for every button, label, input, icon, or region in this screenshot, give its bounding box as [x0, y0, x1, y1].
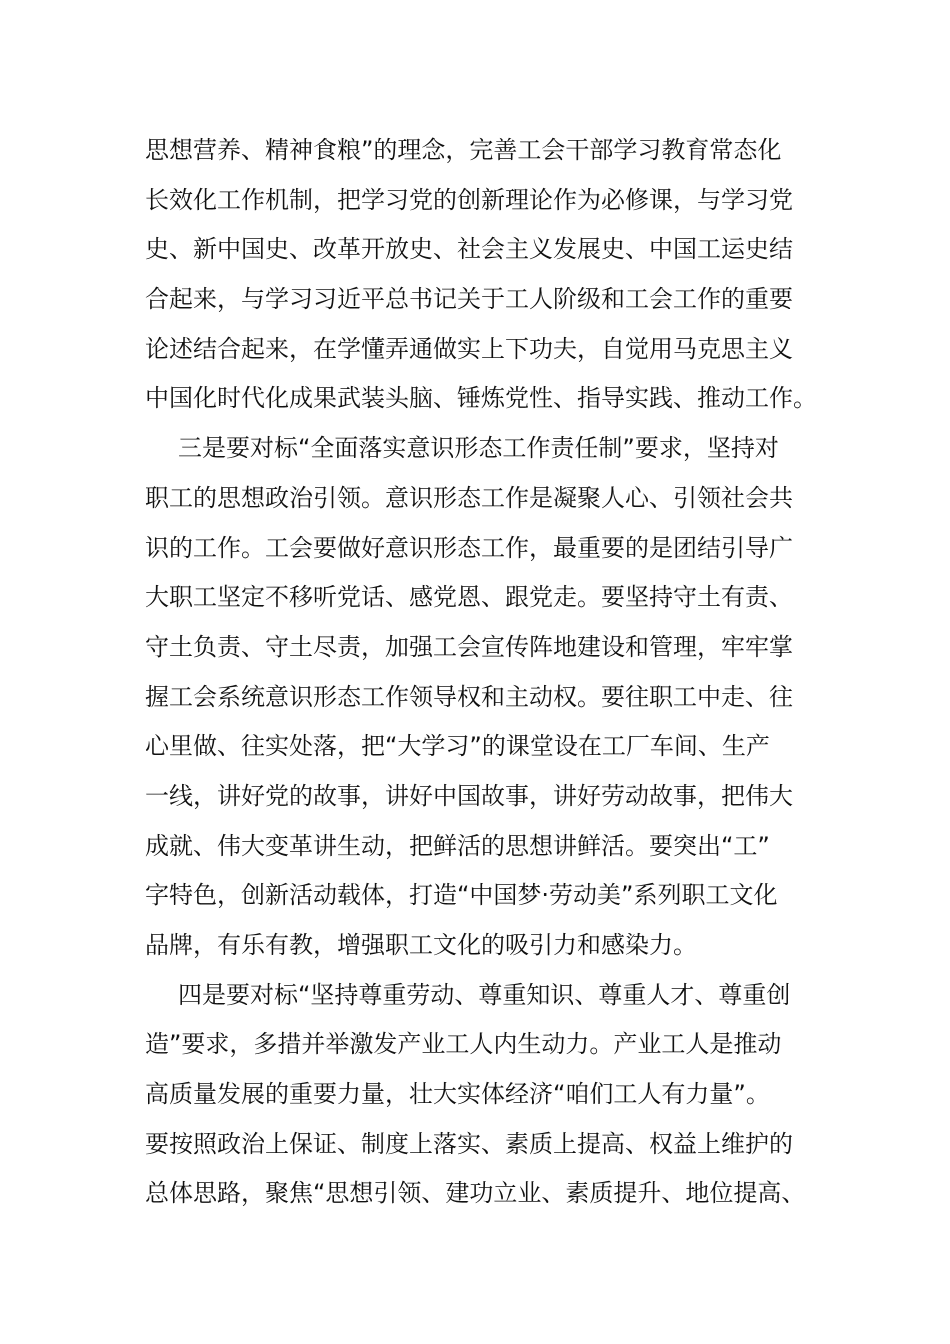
text-line: 造”要求，多措并举激发产业工人内生动力。产业工人是推动	[145, 1030, 782, 1059]
text-line: 成就、伟大变革讲生动，把鲜活的思想讲鲜活。要突出“工”	[145, 831, 770, 860]
text-line: 总体思路，聚焦“思想引领、建功立业、素质提升、地位提高、	[145, 1179, 806, 1208]
text-line: 长效化工作机制，把学习党的创新理论作为必修课，与学习党	[145, 185, 793, 214]
text-line: 识的工作。工会要做好意识形态工作，最重要的是团结引导广	[145, 533, 793, 562]
body-text	[145, 126, 845, 1219]
text-line: 品牌，有乐有教，增强职工文化的吸引力和感染力。	[145, 931, 697, 959]
text-line: 职工的思想政治引领。意识形态工作是凝聚人心、引领社会共	[145, 483, 793, 512]
text-line: 握工会系统意识形态工作领导权和主动权。要往职工中走、往	[145, 682, 793, 711]
text-line: 字特色，创新活动载体，打造“中国梦·劳动美”系列职工文化	[145, 881, 778, 910]
text-line: 合起来，与学习习近平总书记关于工人阶级和工会工作的重要	[145, 285, 793, 314]
paragraph-start-line: 四是要对标“坚持尊重劳动、尊重知识、尊重人才、尊重创	[178, 980, 791, 1009]
text-line: 史、新中国史、改革开放史、社会主义发展史、中国工运史结	[145, 235, 793, 264]
text-line: 思想营养、精神食粮”的理念，完善工会干部学习教育常态化	[145, 136, 782, 164]
paragraph-start-line: 三是要对标“全面落实意识形态工作责任制”要求，坚持对	[178, 434, 779, 463]
text-line: 大职工坚定不移听党话、感党恩、跟党走。要坚持守土有责、	[145, 583, 793, 612]
text-line: 中国化时代化成果武装头脑、锤炼党性、指导实践、推动工作。	[145, 384, 817, 413]
text-line: 一线，讲好党的故事，讲好中国故事，讲好劳动故事，把伟大	[145, 781, 793, 810]
text-line: 高质量发展的重要力量，壮大实体经济“咱们工人有力量”。	[145, 1080, 770, 1109]
text-line: 要按照政治上保证、制度上落实、素质上提高、权益上维护的	[145, 1129, 793, 1158]
text-line: 论述结合起来，在学懂弄通做实上下功夫，自觉用马克思主义	[145, 334, 793, 363]
text-line: 心里做、往实处落，把“大学习”的课堂设在工厂车间、生产	[145, 732, 770, 761]
text-line: 守土负责、守土尽责，加强工会宣传阵地建设和管理，牢牢掌	[145, 632, 793, 661]
